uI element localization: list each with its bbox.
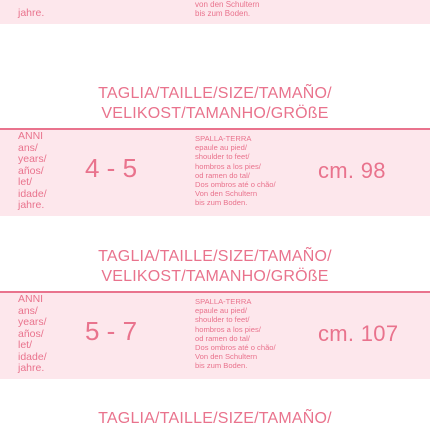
desc-line: Von den Schultern xyxy=(195,189,258,199)
desc-line: od ramen do tal/ xyxy=(195,333,250,343)
age-label-line: years/ xyxy=(18,153,47,165)
age-label-line: ANNI xyxy=(18,130,44,142)
age-label-line: idade/ xyxy=(18,187,47,200)
desc-line: epaule au pied/ xyxy=(195,143,247,153)
top-desc xyxy=(195,0,260,18)
size-title-line2: VELIKOST/TAMANHO/GRÖßE xyxy=(101,105,329,122)
desc-line: SPALLA-TERRA xyxy=(195,134,252,143)
length-cm: cm. 98 xyxy=(318,158,386,183)
desc-line: bis zum Boden. xyxy=(195,361,248,371)
measure-description xyxy=(195,297,315,371)
age-label-line: años/ xyxy=(18,327,44,340)
desc-line: epaule au pied/ xyxy=(195,306,247,316)
age-label-line: years/ xyxy=(18,316,47,328)
size-title-line1: TAGLIA/TAILLE/SIZE/TAMAÑO/ xyxy=(98,85,332,102)
age-label-line: jahre. xyxy=(18,199,45,211)
size-title-line2: VELIKOST/TAMANHO/GRÖßE xyxy=(101,268,329,285)
desc-line: shoulder to feet/ xyxy=(195,315,250,325)
age-label-line: ans/ xyxy=(18,141,38,154)
age-label-line: idade/ xyxy=(18,350,47,363)
desc-line: od ramen do tal/ xyxy=(195,170,250,180)
desc-line: SPALLA-TERRA xyxy=(195,297,252,306)
desc-line: hombros a los pies/ xyxy=(195,324,261,334)
desc-line: Von den Schultern xyxy=(195,352,258,362)
age-label-line: ANNI xyxy=(18,293,44,305)
age-label-line: años/ xyxy=(18,164,44,177)
age-label-line: let/ xyxy=(18,339,33,351)
age-range: 4 - 5 xyxy=(85,153,138,183)
length-cm: cm. 107 xyxy=(318,321,399,346)
size-title-line1: TAGLIA/TAILLE/SIZE/TAMAÑO/ xyxy=(98,410,332,427)
desc-line: bis zum Boden. xyxy=(195,198,248,208)
age-label-line: let/ xyxy=(18,176,33,188)
age-range: 5 - 7 xyxy=(85,316,138,346)
size-title-line1: TAGLIA/TAILLE/SIZE/TAMAÑO/ xyxy=(98,248,332,265)
age-label-line: ans/ xyxy=(18,304,38,317)
desc-line: hombros a los pies/ xyxy=(195,161,261,171)
measure-description xyxy=(195,134,315,208)
top-age-label: jahre. xyxy=(18,7,45,19)
top-desc-line: von den Schultern xyxy=(195,0,260,9)
age-label-line: jahre. xyxy=(18,362,45,374)
desc-line: shoulder to feet/ xyxy=(195,152,250,162)
top-desc-line: bis zum Boden. xyxy=(195,9,251,18)
desc-line: Dos ombros até o chão/ xyxy=(195,343,276,353)
desc-line: Dos ombros até o chão/ xyxy=(195,180,276,190)
